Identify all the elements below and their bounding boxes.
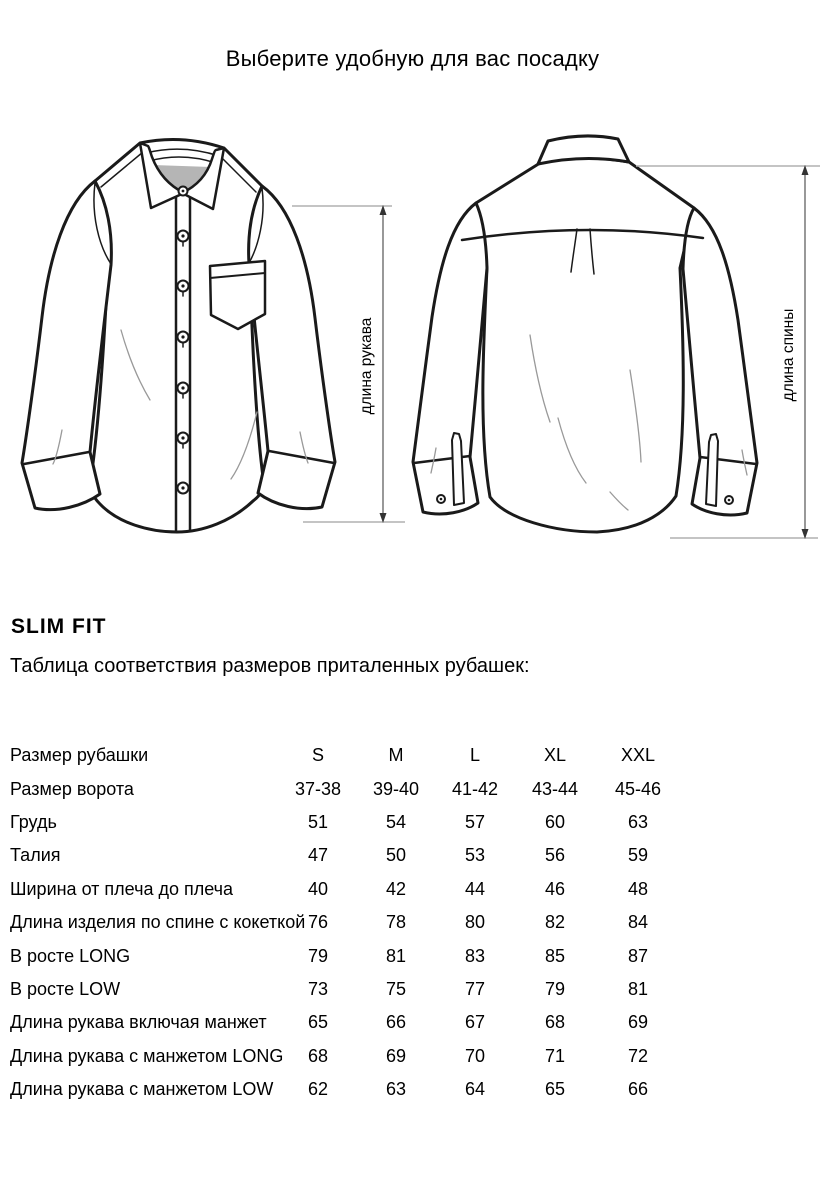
- row-label: В росте LOW: [10, 978, 121, 999]
- size-value-cell: 42: [385, 878, 407, 899]
- row-label: Длина рукава включая манжет: [10, 1012, 267, 1033]
- size-value-cell: 80: [464, 912, 486, 933]
- size-value-cell: 73: [307, 978, 329, 999]
- size-value-cell: 37-38: [294, 778, 342, 799]
- shirt-diagrams: [0, 120, 825, 565]
- size-value-cell: 68: [544, 1012, 566, 1033]
- size-value-cell: 60: [544, 811, 566, 832]
- size-value-cell: 82: [544, 912, 566, 933]
- size-value-cell: 87: [627, 945, 649, 966]
- size-value-cell: 44: [464, 878, 486, 899]
- back-collar: [538, 136, 629, 164]
- size-value-cell: 66: [385, 1012, 407, 1033]
- size-value-cell: 65: [544, 1079, 566, 1100]
- row-label: Длина изделия по спине с кокеткой: [10, 912, 306, 933]
- size-value-cell: 78: [385, 912, 407, 933]
- size-value-cell: 64: [464, 1079, 486, 1100]
- shirt-front-drawing: [22, 139, 335, 532]
- back-left-sleeve: [413, 203, 487, 514]
- table-row: [10, 939, 700, 972]
- table-row: [10, 973, 700, 1006]
- size-value-cell: 81: [627, 978, 649, 999]
- back-torso: [476, 158, 694, 532]
- size-value-cell: 56: [544, 845, 566, 866]
- table-row: [10, 1040, 700, 1073]
- size-value-cell: 51: [307, 811, 329, 832]
- table-header-row: [10, 739, 700, 772]
- size-value-cell: 81: [385, 945, 407, 966]
- table-caption: Таблица соответствия размеров приталенных рубашек:: [10, 655, 530, 677]
- size-value-cell: 70: [464, 1045, 486, 1066]
- size-value-cell: 57: [464, 811, 486, 832]
- size-value-cell: 77: [464, 978, 486, 999]
- row-label: Размер ворота: [10, 778, 134, 799]
- row-label: Ширина от плеча до плеча: [10, 878, 234, 899]
- size-value-cell: 69: [385, 1045, 407, 1066]
- size-value-cell: 40: [307, 878, 329, 899]
- size-value-cell: 83: [464, 945, 486, 966]
- size-value-cell: 79: [307, 945, 329, 966]
- size-value-cell: 47: [307, 845, 329, 866]
- size-value-cell: 67: [464, 1012, 486, 1033]
- size-column-header: XL: [543, 745, 567, 766]
- size-value-cell: 85: [544, 945, 566, 966]
- size-value-cell: 59: [627, 845, 649, 866]
- size-value-cell: 50: [385, 845, 407, 866]
- size-table: [10, 739, 700, 1106]
- table-row: [10, 873, 700, 906]
- row-label: Грудь: [10, 811, 57, 832]
- table-row: [10, 1073, 700, 1106]
- shirt-back-drawing: [413, 136, 757, 532]
- section-heading: SLIM FIT: [11, 615, 107, 638]
- size-column-header: S: [311, 745, 324, 766]
- size-value-cell: 63: [627, 811, 649, 832]
- size-value-cell: 65: [307, 1012, 329, 1033]
- size-value-cell: 72: [627, 1045, 649, 1066]
- table-row: [10, 839, 700, 872]
- table-row: [10, 806, 700, 839]
- size-value-cell: 76: [307, 912, 329, 933]
- size-value-cell: 69: [627, 1012, 649, 1033]
- size-column-header: M: [388, 745, 404, 766]
- size-value-cell: 45-46: [614, 778, 662, 799]
- size-value-cell: 63: [385, 1079, 407, 1100]
- size-value-cell: 48: [627, 878, 649, 899]
- back-length-label: длина спины: [780, 308, 797, 402]
- size-value-cell: 39-40: [372, 778, 420, 799]
- size-value-cell: 43-44: [531, 778, 579, 799]
- size-value-cell: 68: [307, 1045, 329, 1066]
- row-label: Длина рукава с манжетом LONG: [10, 1045, 284, 1066]
- size-value-cell: 46: [544, 878, 566, 899]
- table-row: [10, 1006, 700, 1039]
- page-title: Выберите удобную для вас посадку: [225, 46, 600, 71]
- size-value-cell: 54: [385, 811, 407, 832]
- size-value-cell: 62: [307, 1079, 329, 1100]
- size-value-cell: 53: [464, 845, 486, 866]
- size-value-cell: 71: [544, 1045, 566, 1066]
- size-value-cell: 75: [385, 978, 407, 999]
- row-label: Длина рукава с манжетом LOW: [10, 1079, 274, 1100]
- sleeve-length-label: длина рукава: [358, 317, 375, 415]
- row-label: Размер рубашки: [10, 745, 149, 766]
- size-value-cell: 84: [627, 912, 649, 933]
- size-value-cell: 79: [544, 978, 566, 999]
- size-value-cell: 66: [627, 1079, 649, 1100]
- size-column-header: L: [469, 745, 480, 766]
- table-row: [10, 772, 700, 805]
- table-row: [10, 906, 700, 939]
- size-column-header: XXL: [620, 745, 656, 766]
- front-chest-pocket: [210, 261, 265, 329]
- row-label: Талия: [10, 845, 61, 866]
- row-label: В росте LONG: [10, 945, 131, 966]
- size-value-cell: 41-42: [451, 778, 499, 799]
